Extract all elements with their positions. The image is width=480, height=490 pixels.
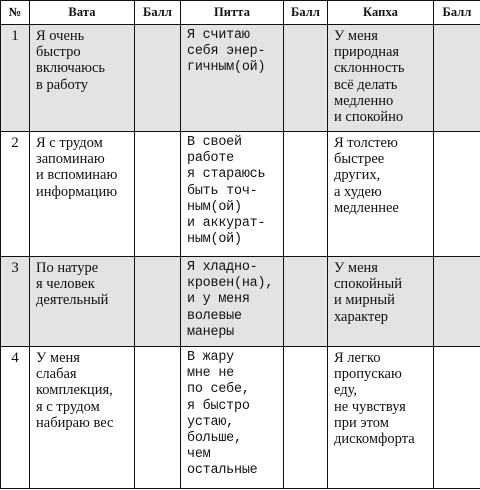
header-row xyxy=(1,1,480,25)
table-row xyxy=(1,25,480,132)
vata-score-cell[interactable] xyxy=(135,132,181,257)
vata-score-cell[interactable] xyxy=(135,347,181,489)
vata-statement: Я с трудом запоминаю и вспоминаю информацию xyxy=(30,132,135,257)
vata-score-cell[interactable] xyxy=(135,257,181,347)
pitta-score-cell[interactable] xyxy=(284,347,328,489)
kapha-score-cell[interactable] xyxy=(434,347,480,489)
header-score-pitta: Балл xyxy=(284,1,328,25)
header-kapha: Капха xyxy=(328,1,434,25)
header-pitta: Питта xyxy=(181,1,284,25)
table-row xyxy=(1,132,480,257)
kapha-statement: Я толстею быстрее других, а худею медленнее xyxy=(328,132,434,257)
row-number: 1 xyxy=(1,25,30,132)
kapha-statement: У меня спокойный и мирный характер xyxy=(328,257,434,347)
kapha-statement: Я легко пропускаю еду, не чувствуя при этом дискомфорта xyxy=(328,347,434,489)
vata-statement: Я очень быстро включаюсь в работу xyxy=(30,25,135,132)
row-number: 3 xyxy=(1,257,30,347)
pitta-score-cell[interactable] xyxy=(284,25,328,132)
header-score-vata: Балл xyxy=(135,1,181,25)
pitta-score-cell[interactable] xyxy=(284,132,328,257)
vata-statement: По натуре я человек деятельный xyxy=(30,257,135,347)
row-number: 4 xyxy=(1,347,30,489)
vata-score-cell[interactable] xyxy=(135,25,181,132)
pitta-statement: Я хладно- кровен(на), и у меня волевые манеры xyxy=(181,257,284,347)
pitta-statement: Я считаю себя энер- гичным(ой) xyxy=(181,25,284,132)
header-score-kapha: Балл xyxy=(434,1,480,25)
pitta-statement: В своей работе я стараюсь быть точ- ным(ой) и аккурат- ным(ой) xyxy=(181,132,284,257)
table-row xyxy=(1,257,480,347)
kapha-statement: У меня природная склонность всё делать медленно и спокойно xyxy=(328,25,434,132)
row-number: 2 xyxy=(1,132,30,257)
pitta-statement: В жару мне не по себе, я быстро устаю, больше, чем остальные xyxy=(181,347,284,489)
kapha-score-cell[interactable] xyxy=(434,132,480,257)
pitta-score-cell[interactable] xyxy=(284,257,328,347)
kapha-score-cell[interactable] xyxy=(434,257,480,347)
vata-statement: У меня слабая комплекция, я с трудом набираю вес xyxy=(30,347,135,489)
header-vata: Вата xyxy=(30,1,135,25)
table-row xyxy=(1,347,480,489)
kapha-score-cell[interactable] xyxy=(434,25,480,132)
header-number: № xyxy=(1,1,30,25)
